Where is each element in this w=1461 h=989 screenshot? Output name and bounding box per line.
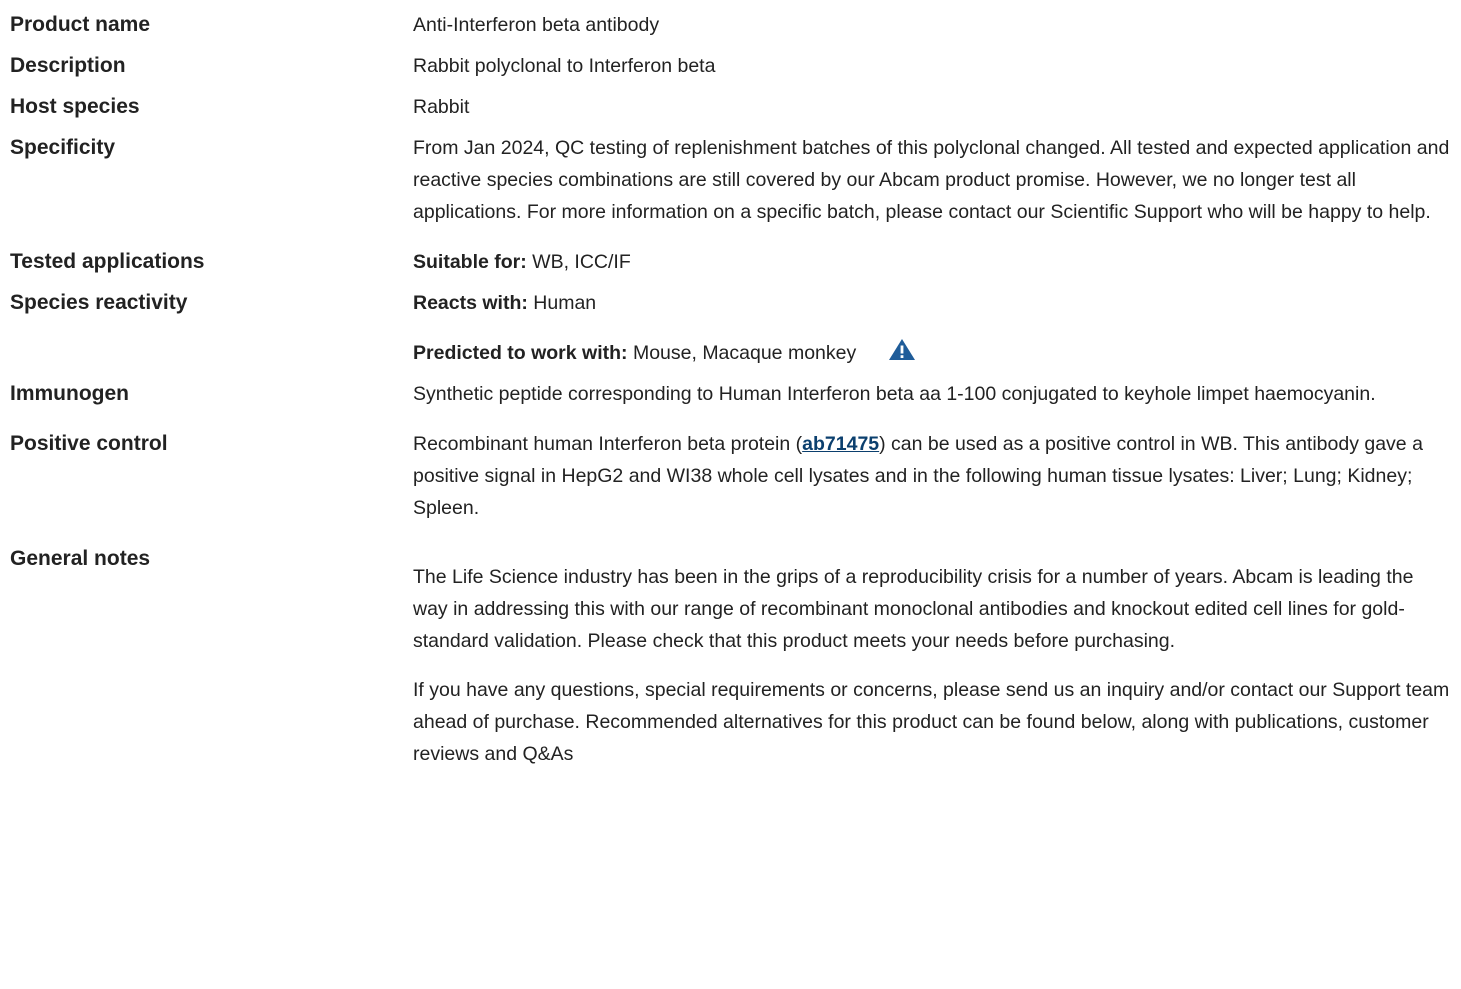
positive-control-text-before: Recombinant human Interferon beta protein (: [413, 433, 803, 455]
suitable-for-prefix: Suitable for:: [413, 251, 527, 273]
value-species-reactivity: [413, 278, 1450, 369]
reacts-with-value: Human: [527, 292, 597, 314]
reacts-with-prefix: Reacts with:: [413, 292, 528, 314]
row-tested-applications: [10, 237, 1450, 278]
row-product-name: [10, 0, 1450, 41]
row-host-species: [10, 82, 1450, 123]
label-general-notes: General notes: [10, 547, 151, 570]
product-link-ab71475[interactable]: ab71475: [802, 433, 880, 455]
value-immunogen: Synthetic peptide corresponding to Human Interferon beta aa 1-100 conjugated to keyhole limpet haemocyanin.: [413, 383, 1376, 405]
value-positive-control: [413, 419, 1450, 533]
general-notes-paragraph-2: If you have any questions, special requirements or concerns, please send us an inquiry and/or contact our Support team ahead of purchase. Recommended alternatives for this product can be found below, along with publications, customer reviews and Q&As: [413, 679, 1450, 765]
predicted-prefix: Predicted to work with:: [413, 342, 628, 364]
row-species-reactivity: [10, 278, 1450, 369]
product-datasheet: [10, 0, 1450, 770]
value-tested-applications: [413, 237, 1450, 278]
reacts-with-line: [413, 287, 1450, 319]
label-description: Description: [10, 54, 126, 77]
row-specificity: [10, 123, 1450, 237]
value-specificity: From Jan 2024, QC testing of replenishment batches of this polyclonal changed. All tested and expected application and reactive species combinations are still covered by our Abcam product promise. However, we no longer test all applications. For more information on a specific batch, please contact our Scientific Support who will be happy to help.: [413, 137, 1450, 223]
suitable-for-value: WB, ICC/IF: [526, 251, 631, 273]
label-species-reactivity: Species reactivity: [10, 291, 188, 314]
positive-control-text-after: ) can be used as a positive control in WB. This antibody gave a positive signal in HepG2 and WI38 whole cell lysates and in the following human tissue lysates: Liver; Lung; Kidney; Spleen.: [413, 433, 1423, 519]
value-host-species: Rabbit: [413, 96, 470, 118]
value-general-notes: [413, 533, 1450, 770]
label-immunogen: Immunogen: [10, 382, 129, 405]
row-positive-control: [10, 419, 1450, 533]
row-immunogen: [10, 369, 1450, 419]
label-tested-applications: Tested applications: [10, 250, 205, 273]
predicted-line: [413, 337, 1450, 369]
label-host-species: Host species: [10, 95, 140, 118]
label-product-name: Product name: [10, 13, 151, 36]
warning-triangle-icon[interactable]: [888, 338, 916, 362]
row-general-notes: [10, 533, 1450, 770]
label-specificity: Specificity: [10, 136, 116, 159]
general-notes-paragraph-1: The Life Science industry has been in the grips of a reproducibility crisis for a number of years. Abcam is leading the way in addressing this with our range of recombinant monoclonal antibodies and knockout edited cell lines for gold-standard validation. Please check that this product meets your needs before purchasing.: [413, 566, 1414, 652]
predicted-value: Mouse, Macaque monkey: [627, 342, 857, 364]
row-description: [10, 41, 1450, 82]
label-positive-control: Positive control: [10, 432, 168, 455]
value-description: Rabbit polyclonal to Interferon beta: [413, 55, 716, 77]
value-product-name: Anti-Interferon beta antibody: [413, 14, 660, 36]
